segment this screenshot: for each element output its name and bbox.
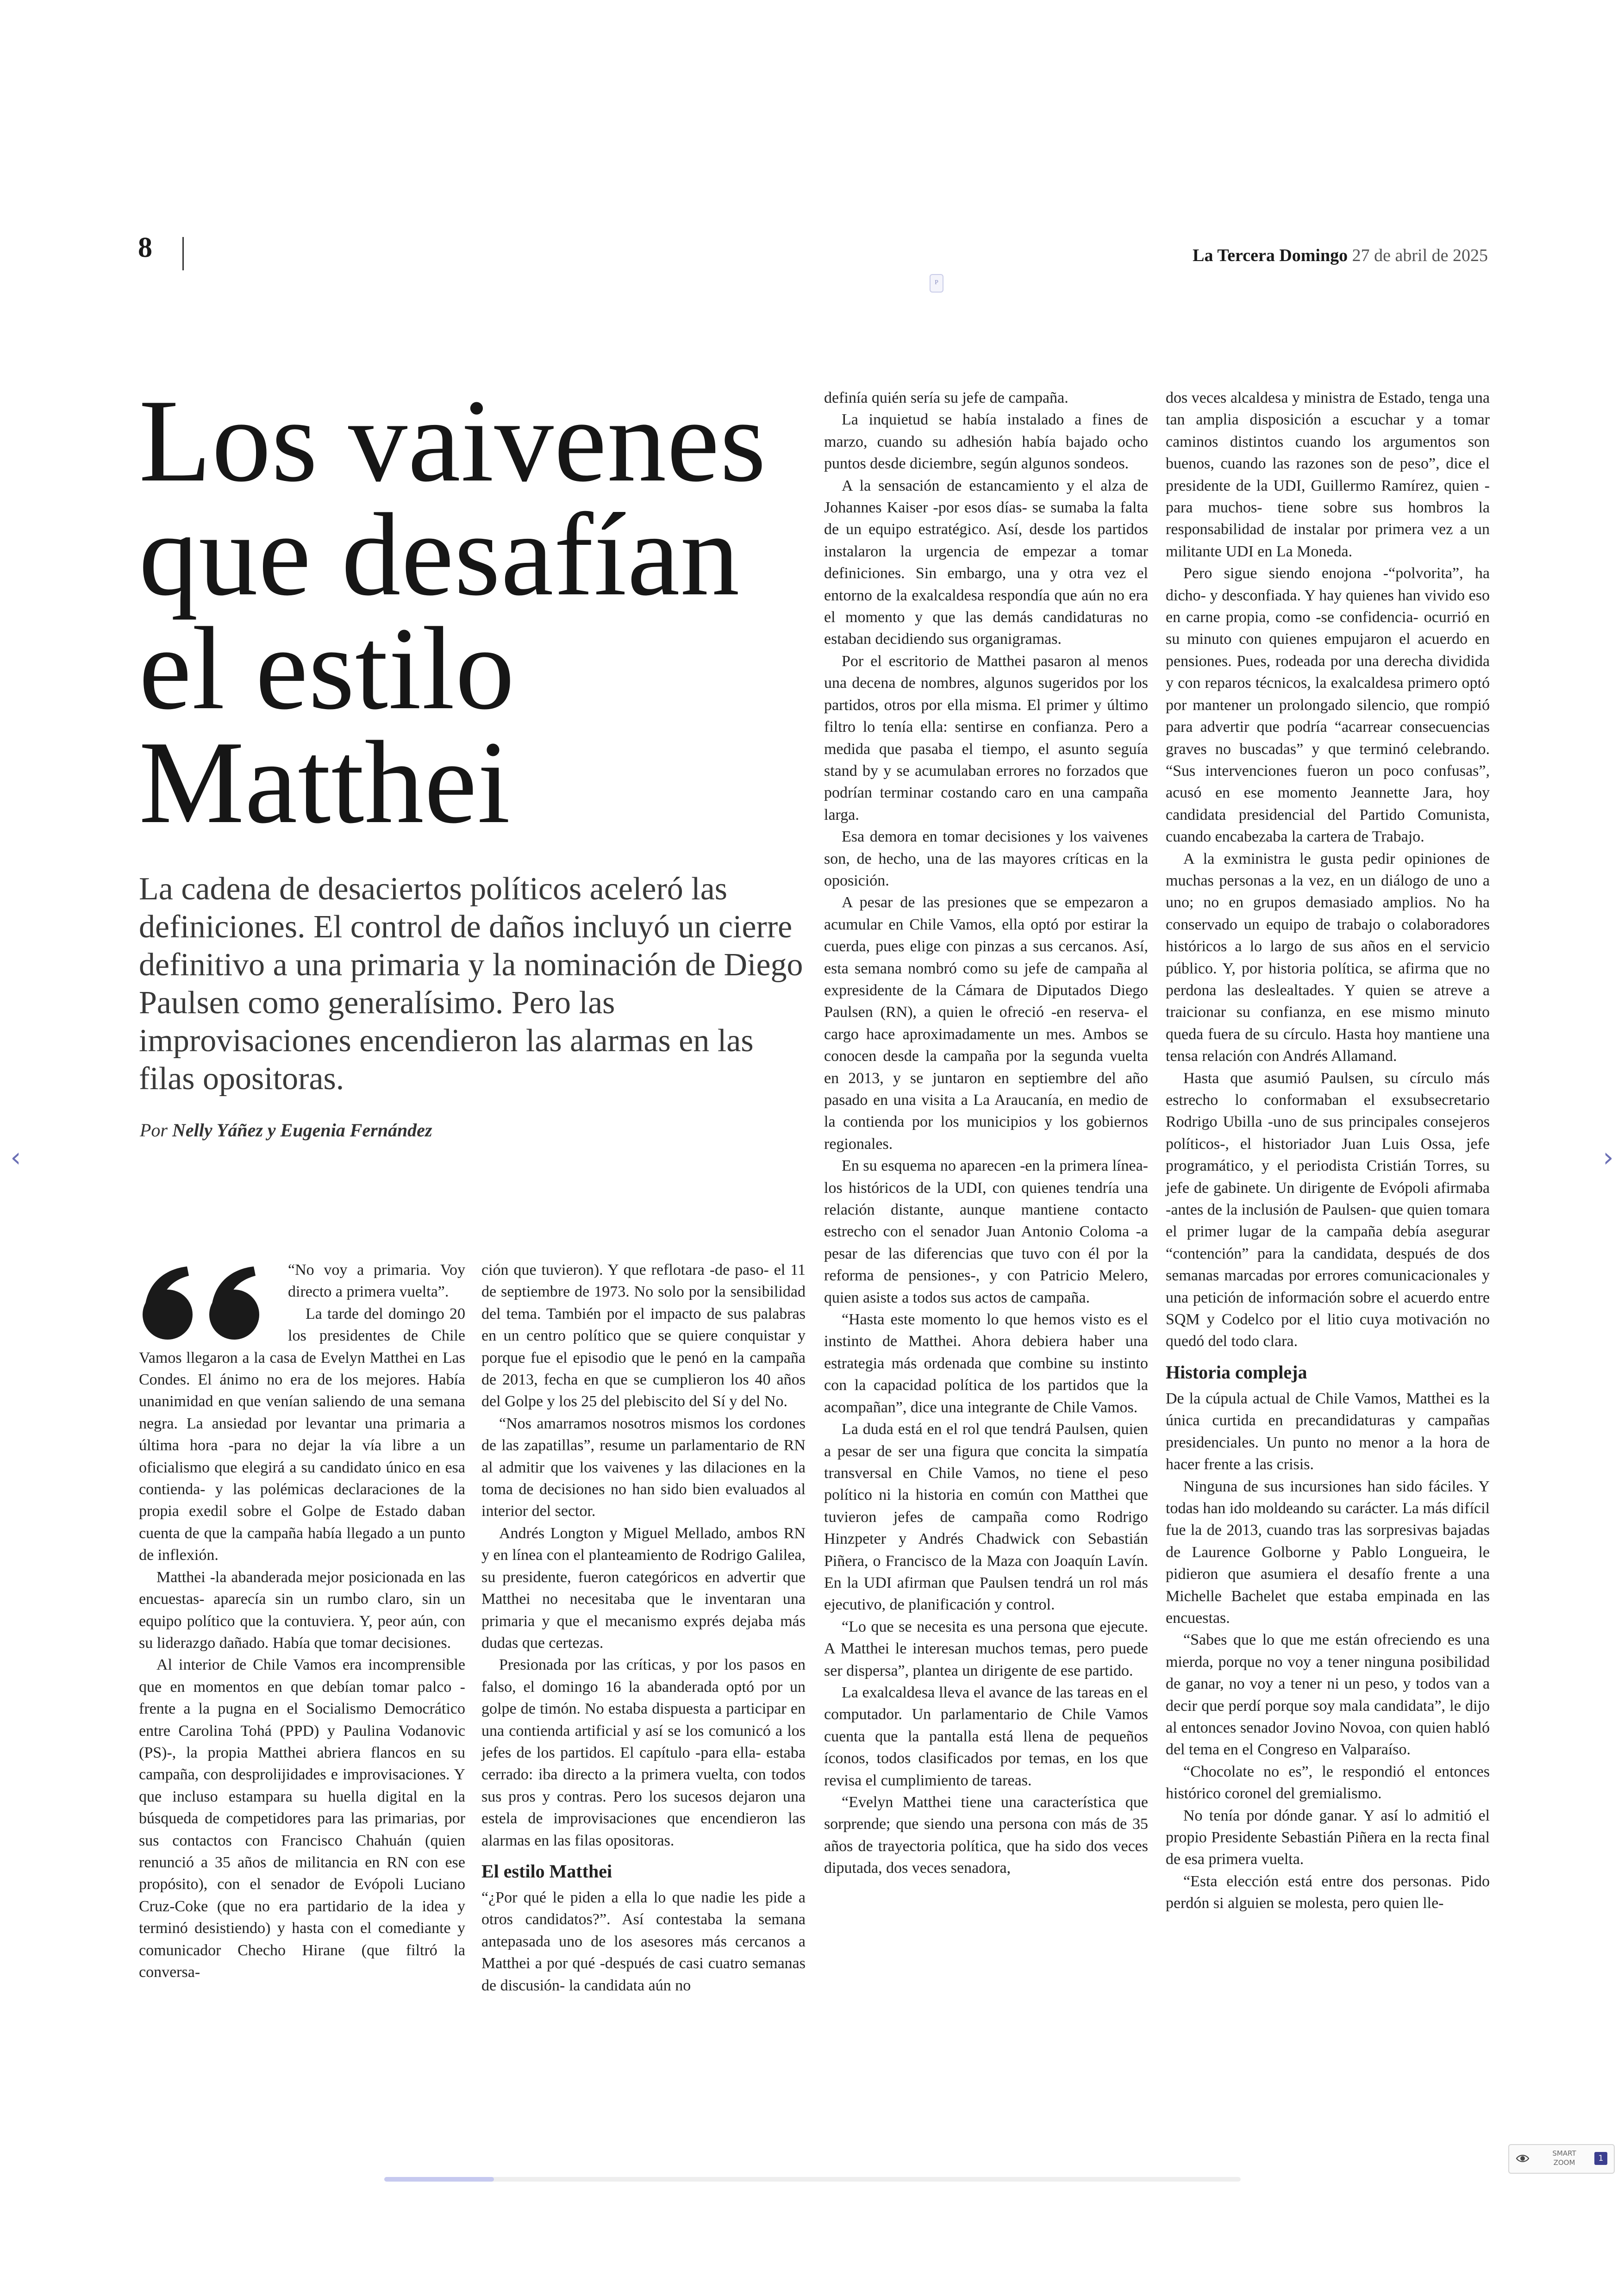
col2-paragraph: “Nos amarramos nosotros mismos los cordones de las zapatillas”, resume un parlamentario de RN al admitir que los vaivenes y las dilaciones en la toma de decisiones no han sido bien evaluados al interior del sector. <box>481 1415 806 1520</box>
col3-paragraph: “Hasta este momento lo que hemos visto es el instinto de Matthei. Ahora debiera haber una estrategia más ordenada que combine su instinto con la capacidad política de los partidos que la acompañan”, dice una integrante de Chile Vamos. <box>824 1311 1148 1416</box>
col4-paragraph: Ninguna de sus incursiones han sido fáciles. Y todas han ido moldeando su carácter. La más difícil fue la de 2013, cuando tras las sorpresivas bajadas de Laurence Golborne y Pablo Longueira, le pidieron que asumiera el desafío frente a una Michelle Bachelet que estaba empinada en las encuestas. <box>1166 1478 1490 1627</box>
col1-paragraph: La tarde del domingo 20 los presidentes de Chile Vamos llegaron a la casa de Evelyn Matthei en Las Condes. El ánimo no era de los mejores. Había unanimidad en que venían saliendo de una semana negra. La ansiedad por levantar una primaria a última hora -para no dejar la vía libre a un oficialismo que elegirá a su candidato único en esa contienda- y las polémicas declaraciones de la propia exedil sobre el Golpe de Estado daban cuenta de que la campaña había llegado a un punto de inflexión. <box>139 1305 465 1564</box>
col4-paragraph: A la exministra le gusta pedir opiniones de muchas personas a la vez, en un diálogo de uno a uno; no en grupos demasiado amplios. No ha conservado un equipo de trabajo o colaboradores históricos a lo largo de sus años en el servicio público. Y, por historia política, se afirma que no perdona las deslealtades. Y quien se atreve a traicionar su confianza, en ese mismo minuto queda fuera de su círculo. Hasta hoy mantiene una tensa relación con Andrés Allamand. <box>1166 850 1490 1065</box>
quote-mark-icon <box>139 1263 278 1341</box>
col4-paragraph: Hasta que asumió Paulsen, su círculo más estrecho lo conformaban el exsubsecretario Rodrigo Ubilla -uno de sus principales consejeros políticos-, el historiador Juan Luis Ossa, jefe programático, y el periodista Cristián Torres, su jefe de gabinete. Un dirigente de Evópoli afirmaba -antes de la inclusión de Paulsen- que quien tomara el primer lugar de la campaña debía asegurar “contención” para la candidata, después de dos semanas marcadas por errores comunicacionales y una petición de información sobre el acuerdo entre SQM y Codelco por el litio cuya motivación no quedó del todo clara. <box>1166 1069 1490 1350</box>
article-deck: La cadena de desaciertos políticos aceleró las definiciones. El control de daños incluyó un cierre definitivo a una primaria y la nominación de Diego Paulsen como generalísimo. Pero las improvisaciones encendieron las alarmas en las filas opositoras. <box>139 871 803 1097</box>
byline <box>140 1119 432 1141</box>
smart-zoom-count: 1 <box>1594 2152 1607 2165</box>
col4-paragraph: De la cúpula actual de Chile Vamos, Matthei es la única curtida en precandidaturas y campañas presidenciales. Un punto no menor a la hora de hacer frente a las crisis. <box>1166 1390 1490 1473</box>
masthead <box>1193 245 1488 266</box>
article-headline: Los vaivenes que desafían el estilo Matthei <box>139 375 767 848</box>
byline-authors: Nelly Yáñez y Eugenia Fernández <box>172 1120 432 1141</box>
col3-paragraph: Esa demora en tomar decisiones y los vaivenes son, de hecho, una de las mayores críticas en la oposición. <box>824 828 1148 889</box>
smart-zoom-label: SMART ZOOM <box>1552 2149 1576 2167</box>
page-marker-icon[interactable]: P <box>930 274 943 293</box>
col2-paragraph: “¿Por qué le piden a ella lo que nadie les pide a otros candidatos?”. Así contestaba la semana antepasada uno de los asesores más cercanos a Matthei a por qué -después de casi cuatro semanas de discusión- la candidata aún no <box>481 1889 806 1994</box>
col4-paragraph: dos veces alcaldesa y ministra de Estado, tenga una tan amplia disposición a escuchar y a tomar caminos distintos cuando los argumentos son buenos, cuando las razones son de peso”, dice el presidente de la UDI, Guillermo Ramírez, quien -para muchos- tiene sobre sus hombros la responsabilidad de instalar por primera vez a un militante UDI en La Moneda. <box>1166 389 1490 560</box>
col3-paragraph: “Evelyn Matthei tiene una característica que sorprende; que siendo una persona con más de 35 años de trayectoria política, que ha sido dos veces diputada, dos veces senadora, <box>824 1794 1148 1877</box>
subheading-historia: Historia compleja <box>1166 1361 1307 1383</box>
chevron-right-icon[interactable]: › <box>1603 1141 1614 1173</box>
col4-paragraph: Pero sigue siendo enojona -“polvorita”, ha dicho- y desconfiada. Y hay quienes han vivido eso en carne propia, como -se confidencia- ocurrió en su minuto con quienes empujaron el acuerdo en pensiones. Pues, rodeada por una derecha dividida y con reparos técnicos, la exalcaldesa primero optó por mantener un prolongado silencio, que rompió para advertir que podría “acarrear consecuencias graves no buscadas” y que terminó celebrando. “Sus intervenciones fueron un poco confusas”, acusó en ese momento Jeannette Jara, hoy candidata presidencial del Partido Comunista, cuando encabezaba la cartera de Trabajo. <box>1166 565 1490 846</box>
issue-date: 27 de abril de 2025 <box>1352 246 1488 265</box>
article-column-4 <box>1166 387 1490 1915</box>
article-column-2 <box>481 1259 806 1996</box>
col3-paragraph: A pesar de las presiones que se empezaron a acumular en Chile Vamos, ella optó por estirar la cuerda, pues elige con pinzas a sus cercanos. Así, esta semana nombró como su jefe de campaña al expresidente de la Cámara de Diputados Diego Paulsen (RN), a quien le ofreció -en reserva- el cargo hace aproximadamente un mes. Ambos se conocen desde la campaña por la segunda vuelta en 2013, y se juntaron en septiembre del año pasado en una visita a La Araucanía, en medio de la contienda por los municipios y los gobiernos regionales. <box>824 894 1148 1153</box>
col2-paragraph: Presionada por las críticas, y por los pasos en falso, el domingo 16 la abanderada optó por un golpe de timón. No estaba dispuesta a participar en una contienda artificial y así se los comunicó a los jefes de los partidos. El capítulo -para ella- estaba cerrado: iba directo a la primera vuelta, con todos sus pros y contras. Pero los sucesos dejaron una estela de improvisaciones que encendieron las alarmas en las filas opositoras. <box>481 1656 806 1849</box>
article-column-1 <box>139 1259 465 1983</box>
chevron-left-icon[interactable]: ‹ <box>10 1141 21 1173</box>
col1-paragraph: “No voy a primaria. Voy directo a primera vuelta”. <box>288 1261 465 1301</box>
col2-paragraph: ción que tuvieron). Y que reflotara -de paso- el 11 de septiembre de 1973. No solo por la sensibilidad del tema. También por el impacto de sus palabras en un centro político que se quiere conquistar y porque fue el episodio que le penó en la campaña de 2013, fecha en que se cumplieron los 40 años del Golpe y los 25 del plebiscito del Sí y del No. <box>481 1261 806 1410</box>
subheading-estilo: El estilo Matthei <box>481 1860 612 1882</box>
col4-paragraph: “Chocolate no es”, le respondió el entonces histórico coronel del gremialismo. <box>1166 1763 1490 1802</box>
smart-zoom-button[interactable] <box>1508 2144 1615 2174</box>
col1-paragraph: Matthei -la abanderada mejor posicionada en las encuestas- aparecía sin un rumbo claro, sin un equipo político que la contuviera. Y, peor aún, con su liderazgo dañado. Había que tomar decisiones. <box>139 1568 465 1652</box>
horizontal-scrollbar[interactable] <box>384 2177 1241 2182</box>
col3-paragraph: La exalcaldesa lleva el avance de las tareas en el computador. Un parlamentario de Chile Vamos cuenta que la pantalla está llena de pequeños íconos, todos clasificados por temas, en los que revisa el cumplimiento de tareas. <box>824 1684 1148 1789</box>
page-number: 8 <box>138 232 152 263</box>
col3-paragraph: A la sensación de estancamiento y el alza de Johannes Kaiser -por esos días- se sumaba la falta de un equipo estratégico. Así, desde los partidos instalaron la urgencia de empezar a tomar definiciones. Sin embargo, una y otra vez el entorno de la exalcaldesa respondía que aún no era el momento y que las demás candidaturas no estaban decidiendo sus organigramas. <box>824 477 1148 648</box>
col2-paragraph: Andrés Longton y Miguel Mellado, ambos RN y en línea con el planteamiento de Rodrigo Galilea, su presidente, fueron categóricos en advertir que Matthei no necesitaba que le inventaran una primaria y que el mecanismo exprés dejaba más dudas que certezas. <box>481 1524 806 1652</box>
col3-paragraph: La inquietud se había instalado a fines de marzo, cuando su adhesión había bajado ocho puntos desde diciembre, según algunos sondeos. <box>824 411 1148 473</box>
eye-icon <box>1516 2152 1530 2165</box>
col4-paragraph: No tenía por dónde ganar. Y así lo admitió el propio Presidente Sebastián Piñera en la recta final de esa primera vuelta. <box>1166 1807 1490 1868</box>
header-divider <box>182 237 184 270</box>
scrollbar-thumb[interactable] <box>384 2177 494 2182</box>
article-column-3 <box>824 387 1148 1879</box>
col4-paragraph: “Esta elección está entre dos personas. Pido perdón si alguien se molesta, pero quien lle- <box>1166 1872 1490 1912</box>
col3-paragraph: “Lo que se necesita es una persona que ejecute. A Matthei le interesan muchos temas, pero puede ser dispersa”, plantea un dirigente de ese partido. <box>824 1618 1148 1679</box>
col3-paragraph: La duda está en el rol que tendrá Paulsen, quien a pesar de ser una figura que concita la simpatía transversal en Chile Vamos, no tiene el peso político ni la historia en común con Matthei que tuvieron jefes de campaña como Rodrigo Hinzpeter y Andrés Chadwick con Sebastián Piñera, o Francisco de la Maza con Joaquín Lavín. En la UDI afirman que Paulsen tendrá un rol más ejecutivo, de planificación y control. <box>824 1421 1148 1614</box>
byline-prefix: Por <box>140 1120 168 1141</box>
newspaper-name: La Tercera Domingo <box>1193 246 1348 265</box>
col1-paragraph: Al interior de Chile Vamos era incomprensible que en momentos en que debían tomar palco -frente a la pugna en el Socialismo Democrático entre Carolina Tohá (PPD) y Paulina Vodanovic (PS)-, la propia Matthei abriera flancos en su campaña, con desprolijidades e improvisaciones. Y que incluso estampara su huella digital en la búsqueda de competidores para las primarias, por sus contactos con Francisco Chahuán (quien renunció a 35 años de militancia en RN con ese propósito), con el senador de Evópoli Luciano Cruz-Coke (que no era partidario de la idea y terminó desistiendo) y hasta con el comediante y comunicador Checho Hirane (que filtró la conversa- <box>139 1656 465 1981</box>
col3-paragraph: definía quién sería su jefe de campaña. <box>824 389 1068 406</box>
col4-paragraph: “Sabes que lo que me están ofreciendo es una mierda, porque no voy a tener ninguna posibilidad de ganar, no voy a tener ni un peso, y todos van a decir que perdí porque soy mala candidata”, le dijo al entonces senador Jovino Novoa, con quien habló del tema en el Congreso en Valparaíso. <box>1166 1631 1490 1759</box>
col3-paragraph: Por el escritorio de Matthei pasaron al menos una decena de nombres, algunos sugeridos por los partidos, otros por ella misma. El primer y último filtro lo tenía ella: sentirse en confianza. Pero a medida que pasaba el tiempo, el asunto seguía stand by y se acumulaban errores no forzados que podrían terminar costando caro en una campaña larga. <box>824 652 1148 823</box>
col3-paragraph: En su esquema no aparecen -en la primera línea- los históricos de la UDI, con quienes tendría una relación distante, aunque mantiene contacto estrecho con el senador Juan Antonio Coloma -a pesar de las diferencias que tuvo con él por la reforma de pensiones-, y con Patricio Melero, quien asiste a todos sus actos de campaña. <box>824 1157 1148 1306</box>
